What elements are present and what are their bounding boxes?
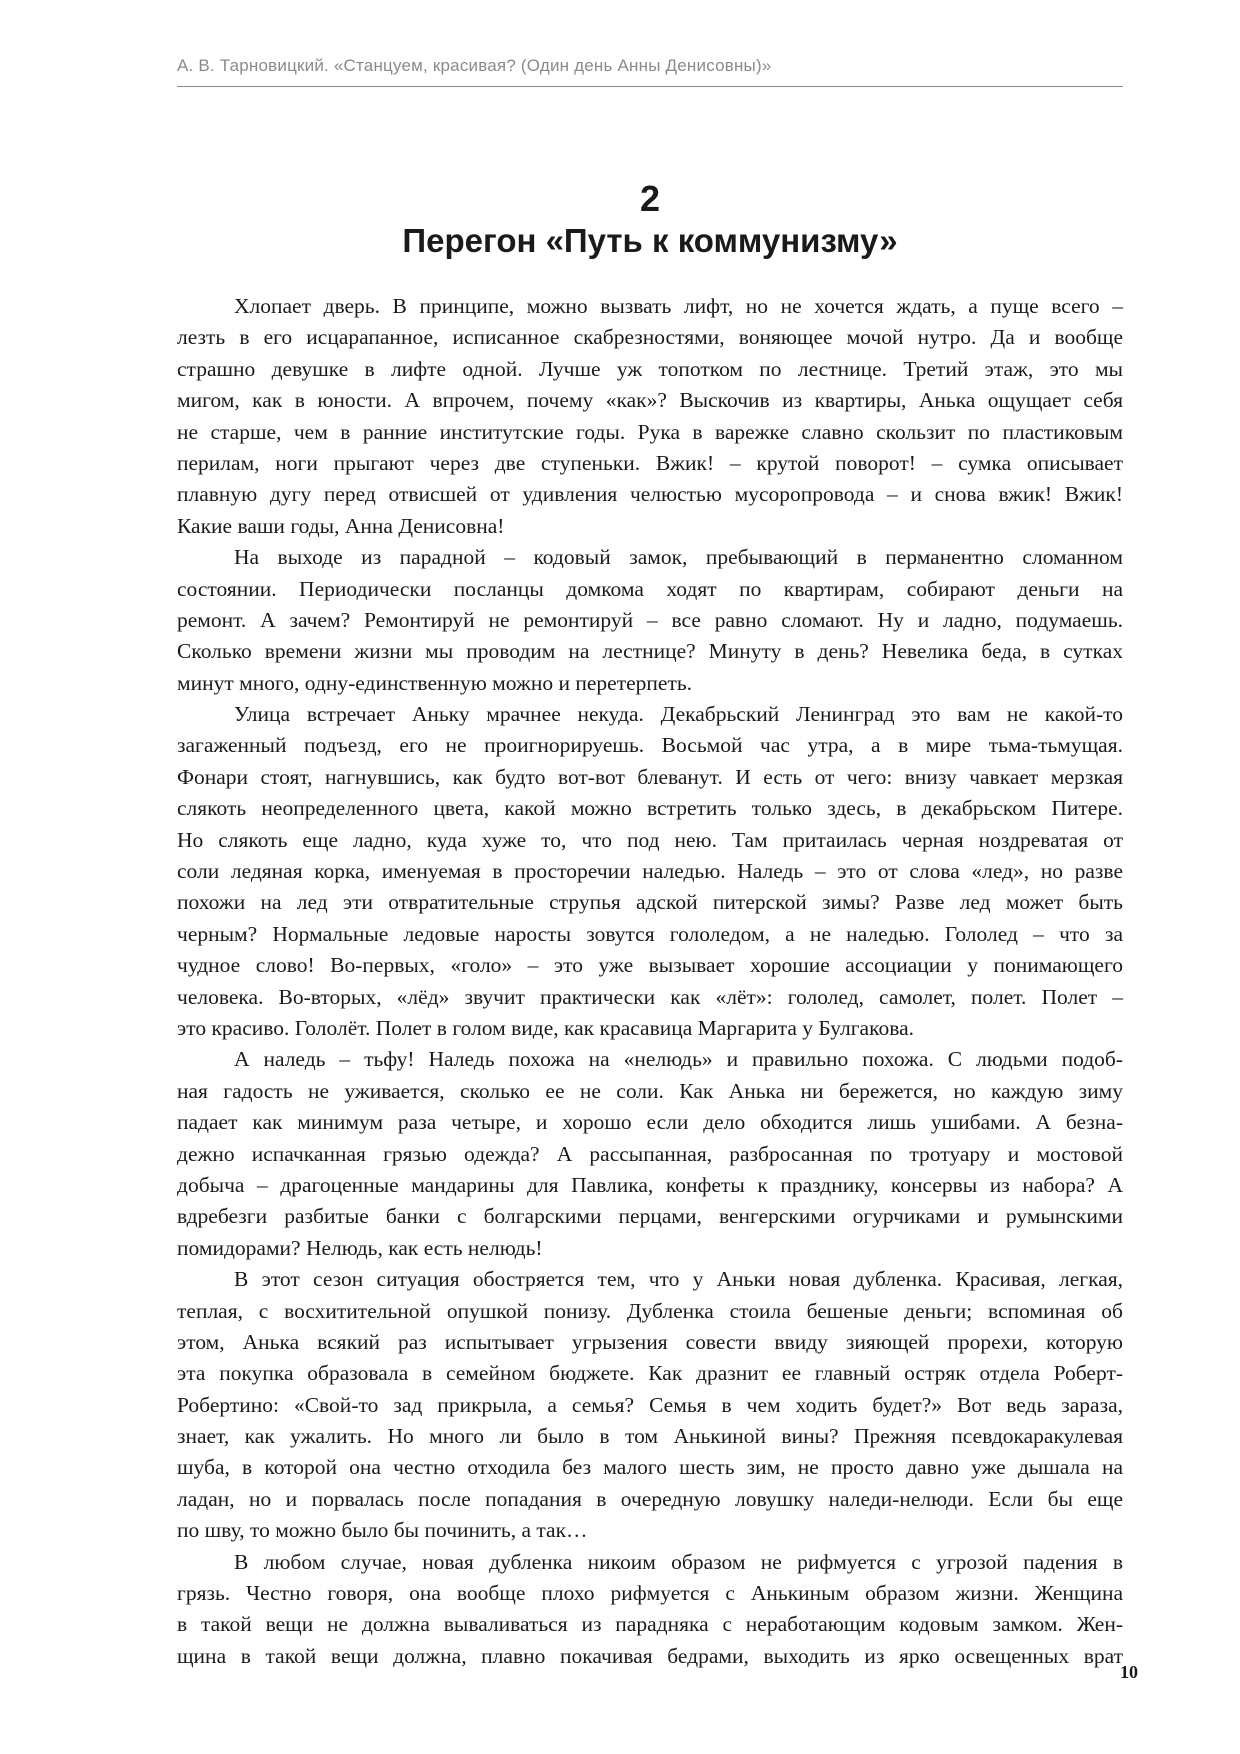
text-line: чудное слово! Во-первых, «голо» – это уже вызывает хорошие ассоциации у понимающего [177, 953, 1123, 978]
text-line: щина в такой вещи должна, плавно покачивая бедрами, выходить из ярко освещенных врат [177, 1643, 1123, 1668]
text-line: ная гадость не уживается, сколько ее не соли. Как Анька ни бережется, но каждую зиму [177, 1078, 1123, 1103]
paragraph [177, 542, 1123, 699]
text-line: Но слякоть еще ладно, куда хуже то, что под нею. Там притаилась черная ноздреватая от [177, 827, 1123, 852]
text-line: не старше, чем в ранние институтские годы. Рука в варежке славно скользит по пластиковым [177, 419, 1123, 444]
text-line: похожи на лед эти отвратительные струпья адской питерской зимы? Разве лед может быть [177, 890, 1123, 915]
text-line: дежно испачканная грязью одежда? А рассыпанная, разбросанная по тротуару и мостовой [177, 1141, 1123, 1166]
text-line: грязь. Честно говоря, она вообще плохо рифмуется с Анькиным образом жизни. Женщина [177, 1581, 1123, 1606]
header-divider [177, 86, 1123, 87]
text-line: помидорами? Нелюдь, как есть нелюдь! [177, 1235, 543, 1260]
text-line: эта покупка образовала в семейном бюджете. Как дразнит ее главный остряк отдела Роберт- [177, 1361, 1123, 1386]
text-line: добыча – драгоценные мандарины для Павлика, конфеты к празднику, консервы из набора? А [177, 1172, 1123, 1197]
text-line: падает как минимум раза четыре, и хорошо если дело обходится лишь ушибами. А безна- [177, 1110, 1123, 1135]
text-line: мигом, как в юности. А впрочем, почему «как»? Выскочив из квартиры, Анька ощущает себя [177, 388, 1123, 413]
text-line: минут много, одну-единственную можно и перетерпеть. [177, 670, 693, 695]
text-line: человека. Во-вторых, «лёд» звучит практически как «лёт»: гололед, самолет, полет. Полет – [177, 984, 1123, 1009]
text-line: плавную дугу перед отвисшей от удивления челюстью мусоропровода – и снова вжик! Вжик! [177, 482, 1123, 507]
paragraph [177, 699, 1123, 1044]
text-line: этом, Анька всякий раз испытывает угрызения совести ввиду зияющей прорехи, которую [177, 1329, 1123, 1354]
text-line: лезть в его исцарапанное, исписанное скабрезностями, воняющее мочой нутро. Да и вообще [177, 325, 1123, 350]
text-line: слякоть неопределенного цвета, какой можно встретить только здесь, в декабрьском Питере. [177, 796, 1123, 821]
text-line: Хлопает дверь. В принципе, можно вызвать лифт, но не хочется ждать, а пуще всего – [234, 294, 1123, 318]
text-line: знает, как ужалить. Но много ли было в том Анькиной вины? Прежняя псевдокаракулевая [177, 1424, 1123, 1449]
text-line: ремонт. А зачем? Ремонтируй не ремонтируй – все равно сломают. Ну и ладно, подумаешь. [177, 607, 1123, 632]
text-line: теплая, с восхитительной опушкой понизу. Дубленка стоила бешеные деньги; вспоминая об [177, 1298, 1123, 1323]
chapter-body [177, 291, 1123, 1672]
text-line: вдребезги разбитые банки с болгарскими перцами, венгерскими огурчиками и румынскими [177, 1204, 1123, 1229]
text-line: Какие ваши годы, Анна Денисовна! [177, 513, 505, 538]
text-line: Сколько времени жизни мы проводим на лестнице? Минуту в день? Невелика беда, в сутках [177, 639, 1123, 664]
chapter-number: 2 [639, 178, 661, 219]
paragraph [177, 1264, 1123, 1547]
text-line: перилам, ноги прыгают через две ступеньки. Вжик! – крутой поворот! – сумка описывает [177, 450, 1123, 475]
text-line: В этот сезон ситуация обостряется тем, что у Аньки новая дубленка. Красивая, легкая, [234, 1267, 1123, 1292]
page-number: 10 [1120, 1662, 1138, 1682]
text-line: Улица встречает Аньку мрачнее некуда. Декабрьский Ленинград это вам не какой-то [234, 702, 1123, 727]
text-line: в такой вещи не должна вываливаться из парадняка с неработающим кодовым замком. Жен- [177, 1612, 1123, 1637]
text-line: В любом случае, новая дубленка никоим образом не рифмуется с угрозой падения в [234, 1549, 1123, 1574]
paragraph [177, 1547, 1123, 1673]
text-line: состоянии. Периодически посланцы домкома ходят по квартирам, собирают деньги на [177, 576, 1123, 601]
text-line: загаженный подъезд, его не проигнорируешь. Восьмой час утра, а в мире тьма-тьмущая. [177, 733, 1123, 758]
running-header: А. В. Тарновицкий. «Станцуем, красивая? (Один день Анны Денисовны)» [177, 56, 772, 75]
text-line: Фонари стоят, нагнувшись, как будто вот-вот блеванут. И есть от чего: внизу чавкает мерзкая [177, 764, 1123, 789]
text-line: страшно девушке в лифте одной. Лучше уж топотком по лестнице. Третий этаж, это мы [177, 356, 1123, 381]
text-line: На выходе из парадной – кодовый замок, пребывающий в перманентно сломанном [234, 545, 1123, 570]
text-line: соли ледяная корка, именуемая в просторечии наледью. Наледь – это от слова «лед», но разве [177, 859, 1123, 884]
text-line: шуба, в которой она честно отходила без малого шесть зим, не просто давно уже дышала на [177, 1455, 1123, 1480]
text-line: Робертино: «Свой-то зад прикрыла, а семья? Семья в чем ходить будет?» Вот ведь зараза, [177, 1392, 1123, 1417]
text-line: А наледь – тьфу! Наледь похожа на «нелюдь» и правильно похожа. С людьми подоб- [234, 1047, 1123, 1072]
paragraph [177, 1044, 1123, 1264]
text-line: черным? Нормальные ледовые наросты зовутся гололедом, а не наледью. Гололед – что за [177, 921, 1123, 946]
text-line: по шву, то можно было бы починить, а так… [177, 1518, 588, 1543]
text-line: ладан, но и порвалась после попадания в очередную ловушку наледи-нелюди. Если бы еще [177, 1486, 1123, 1511]
paragraph [177, 291, 1123, 542]
text-line: это красиво. Гололёт. Полет в голом виде, как красавица Маргарита у Булгакова. [177, 1015, 914, 1040]
chapter-title: Перегон «Путь к коммунизму» [402, 222, 898, 259]
